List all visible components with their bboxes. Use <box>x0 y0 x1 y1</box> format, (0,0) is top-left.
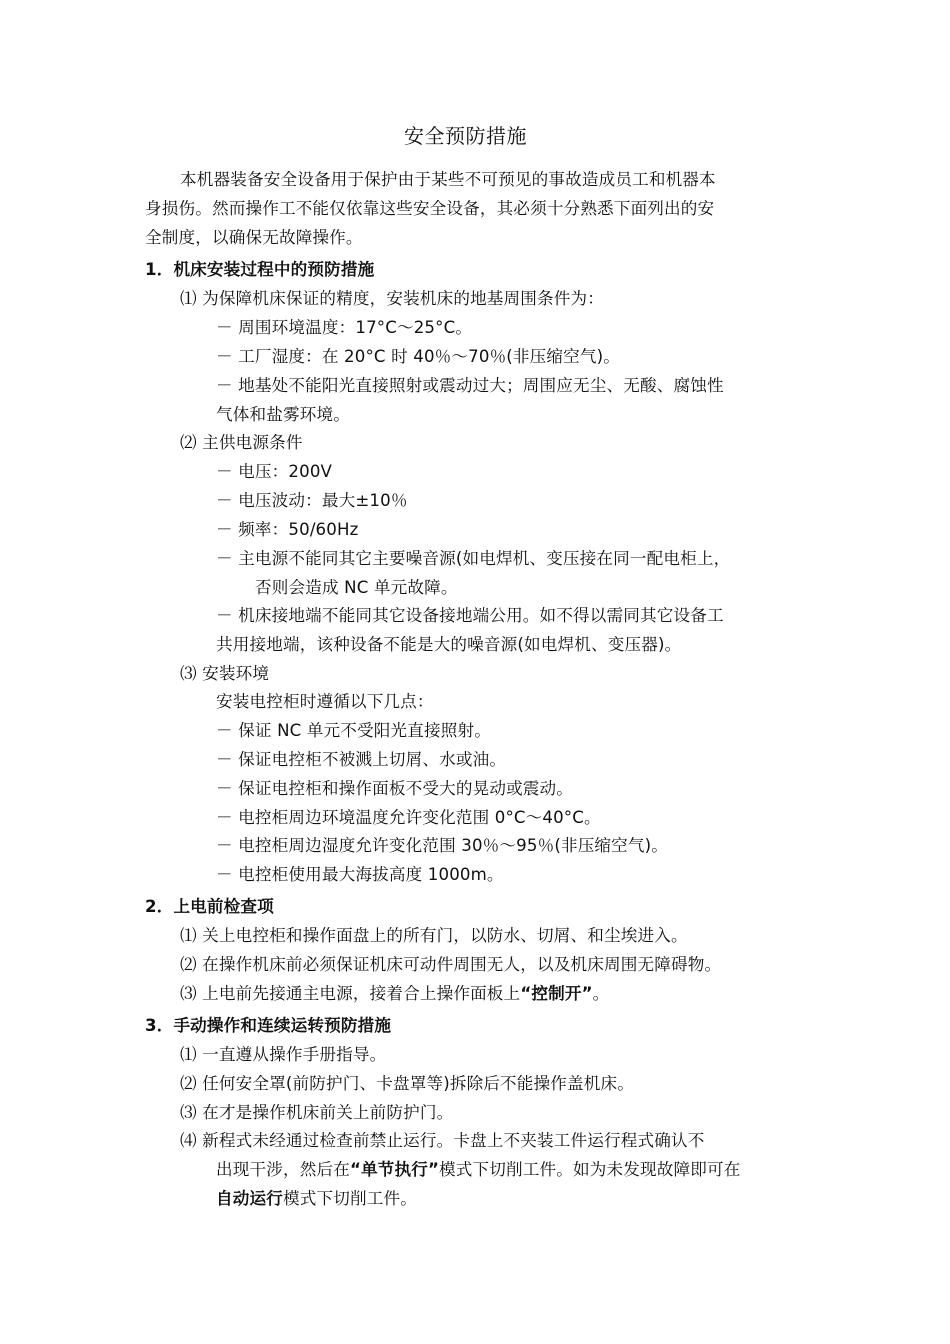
s2-item-3-text: ⑶ 上电前先接通主电源，接着合上操作面板上 <box>180 984 521 1003</box>
s1-p3-item-2: － 保证电控柜不被溅上切屑、水或油。 <box>216 750 507 769</box>
s1-p2-item-4: － 主电源不能同其它主要噪音源(如电焊机、变压接在同一配电柜上， <box>216 549 731 568</box>
section-3-heading: 3．手动操作和连续运转预防措施 <box>145 1016 392 1035</box>
s3-item-2: ⑵ 任何安全罩(前防护门、卡盘罩等)拆除后不能操作盖机床。 <box>180 1074 635 1093</box>
single-block-mode-label: “单节执行” <box>349 1160 440 1179</box>
s1-p1-item-1: － 周围环境温度：17°C～25°C。 <box>216 318 473 337</box>
auto-run-mode-label: 自动运行 <box>216 1189 283 1208</box>
s1-p2: ⑵ 主供电源条件 <box>180 433 303 452</box>
s1-p2-item-3: － 频率：50/60Hz <box>216 520 359 539</box>
s1-p2-item-1: － 电压：200V <box>216 462 333 481</box>
s1-p1-item-3: － 地基处不能阳光直接照射或震动过大；周围应无尘、无酸、腐蚀性 <box>216 376 724 395</box>
intro-line-1: 本机器装备安全设备用于保护由于某些不可预见的事故造成员工和机器本 <box>180 170 716 189</box>
s2-item-3 <box>180 982 609 1006</box>
intro-line-2: 身损伤。然而操作工不能仅依靠这些安全设备，其必须十分熟悉下面列出的安 <box>145 199 715 218</box>
s1-p2-item-2: － 电压波动：最大±10％ <box>216 491 408 510</box>
s1-p1-item-3-cont: 气体和盐雾环境。 <box>216 405 350 424</box>
s3-item-4-l2-pre: 出现干涉，然后在 <box>216 1160 350 1179</box>
section-2-heading: 2．上电前检查项 <box>145 897 274 916</box>
s1-p3: ⑶ 安装环境 <box>180 664 270 683</box>
s1-p3-item-5: － 电控柜周边湿度允许变化范围 30％～95％(非压缩空气)。 <box>216 836 669 855</box>
s3-item-1: ⑴ 一直遵从操作手册指导。 <box>180 1045 387 1064</box>
s1-p3-intro: 安装电控柜时遵循以下几点： <box>216 692 434 711</box>
s3-item-4-l2-post: 模式下切削工件。如为未发现故障即可在 <box>439 1160 741 1179</box>
s3-item-4-l3-post: 模式下切削工件。 <box>282 1189 417 1208</box>
section-1-heading: 1．机床安装过程中的预防措施 <box>145 260 375 279</box>
s1-p3-item-1: － 保证 NC 单元不受阳光直接照射。 <box>216 721 491 740</box>
s1-p2-item-5: － 机床接地端不能同其它设备接地端公用。如不得以需同其它设备工 <box>216 606 724 625</box>
s3-item-4-line-3 <box>216 1187 417 1211</box>
s2-item-2: ⑵ 在操作机床前必须保证机床可动件周围无人，以及机床周围无障碍物。 <box>180 955 722 974</box>
s3-item-4: ⑷ 新程式未经通过检查前禁止运行。卡盘上不夹装工件运行程式确认不 <box>180 1131 705 1150</box>
control-on-label: “控制开” <box>520 984 593 1003</box>
s1-p3-item-4: － 电控柜周边环境温度允许变化范围 0°C～40°C。 <box>216 808 601 827</box>
s1-p1: ⑴ 为保障机床保证的精度，安装机床的地基周围条件为： <box>180 289 605 308</box>
s2-item-1: ⑴ 关上电控柜和操作面盘上的所有门，以防水、切屑、和尘埃进入。 <box>180 926 688 945</box>
s1-p3-item-6: － 电控柜使用最大海拔高度 1000m。 <box>216 865 504 884</box>
page-title: 安全预防措施 <box>404 124 527 148</box>
s1-p2-item-5-cont: 共用接地端，该种设备不能是大的噪音源(如电焊机、变压器)。 <box>216 635 682 654</box>
s2-item-3-end: 。 <box>592 984 610 1003</box>
s1-p2-item-4-cont: 否则会造成 NC 单元故障。 <box>255 578 458 597</box>
s1-p3-item-3: － 保证电控柜和操作面板不受大的晃动或震动。 <box>216 779 574 798</box>
s1-p1-item-2: － 工厂湿度：在 20°C 时 40％～70％(非压缩空气)。 <box>216 347 621 366</box>
intro-line-3: 全制度，以确保无故障操作。 <box>145 228 363 247</box>
s3-item-3: ⑶ 在才是操作机床前关上前防护门。 <box>180 1103 454 1122</box>
s3-item-4-line-2 <box>216 1158 740 1182</box>
